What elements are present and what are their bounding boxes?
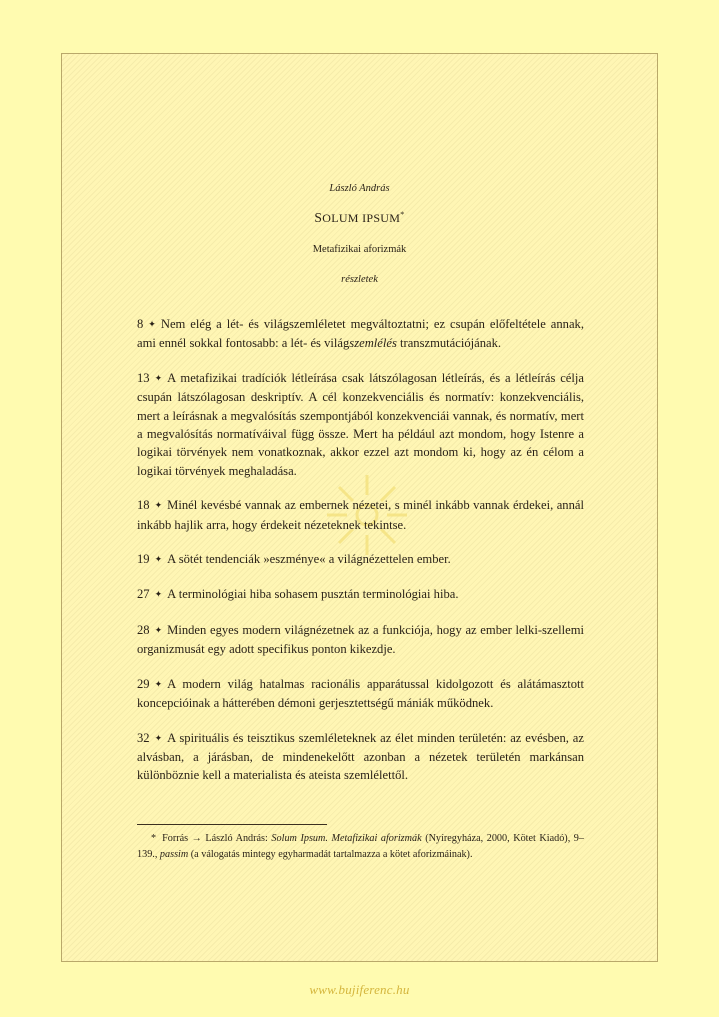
aphorism-29 bbox=[137, 675, 584, 713]
separator-icon: ✦ bbox=[154, 589, 163, 600]
footnote-publication: (Nyíregyháza, 2000, Kötet Kiadó), 9–139., bbox=[137, 833, 584, 860]
aphorism-text: Nem elég a lét- és világszemléletet megváltoztatni; ez csupán előfeltétele annak, ami ennél sokkal fontosabb: a lét- és világ bbox=[137, 317, 584, 351]
aphorism-text: A sötét tendenciák »eszménye« a világnézettelen ember. bbox=[167, 552, 451, 567]
aphorism-13 bbox=[137, 369, 584, 480]
aphorism-text: Minden egyes modern világnézetnek az a funkciója, hogy az ember lelki-szellemi organizmusát egy adott specifikus ponton kikezdje. bbox=[137, 622, 584, 657]
title-initial: S bbox=[314, 210, 323, 225]
footnote-reference: * bbox=[400, 210, 405, 219]
aphorism-text-end: transzmutációjának. bbox=[396, 336, 502, 351]
aphorism-text: A metafizikai tradíciók létleírása csak látszólagosan létleírás, és a létleírás célja csupán látszólagosan deskriptív. A cél konzekvenciális és normatív: konzekvenciális, mert a leírásnak a megvalósítás szempontjából konzekvenciái vannak, és normatív, mert a megvalósítás normatíváival függ össze. Mert ha például azt mondom, hogy Istenre a logikai törvények nem vonatkoznak, akkor ezzel azt mondom ki, hogy az én célom a logikai törvények meghaladása. bbox=[137, 370, 584, 478]
aphorism-emphasis: szemlélés bbox=[349, 336, 397, 351]
author-name: László András bbox=[329, 183, 390, 194]
footnote bbox=[137, 831, 584, 862]
footnote-suffix: (a válogatás mintegy egyharmadát tartalmazza a kötet aforizmáinak). bbox=[188, 848, 473, 860]
separator-icon: ✦ bbox=[154, 500, 163, 511]
aphorism-number: 28 bbox=[137, 622, 150, 637]
separator-icon: ✦ bbox=[148, 319, 156, 329]
aphorism-8 bbox=[137, 315, 584, 353]
aphorism-18 bbox=[137, 496, 584, 534]
aphorism-text: A terminológiai hiba sohasem pusztán terminológiai hiba. bbox=[167, 587, 459, 602]
aphorism-text: A modern világ hatalmas racionális apparátussal kidolgozott és alátámasztott koncepcióinak a hátterében démoni gerjesztettségű mániák működnek. bbox=[137, 676, 584, 711]
separator-icon: ✦ bbox=[154, 372, 163, 383]
aphorism-number: 19 bbox=[137, 552, 150, 567]
page-title bbox=[0, 210, 719, 226]
subtitle: Metafizikai aforizmák bbox=[312, 244, 407, 255]
aphorism-number: 18 bbox=[137, 498, 150, 513]
separator-icon: ✦ bbox=[154, 678, 163, 689]
footnote-prefix: Forrás → László András: bbox=[162, 833, 272, 844]
aphorism-text: Minél kevésbé vannak az embernek nézetei, s minél inkább vannak érdekei, annál inkább hajlik arra, hogy érdekeit nézeteknek tekintse. bbox=[137, 498, 584, 532]
footnote-mark: * bbox=[151, 833, 157, 844]
aphorism-32 bbox=[137, 729, 584, 785]
separator-icon: ✦ bbox=[154, 624, 163, 635]
separator-icon: ✦ bbox=[154, 554, 163, 565]
aphorism-28 bbox=[137, 621, 584, 659]
aphorism-number: 32 bbox=[137, 730, 150, 745]
footnote-passim: passim bbox=[159, 848, 189, 860]
footnote-divider bbox=[137, 824, 327, 825]
aphorism-text: A spirituális és teisztikus szemléleteknek az élet minden területén: az evésben, az alvásban, a járásban, de mindenekelőtt azonban a nézetek területén markánsan különböznie kell a materialista és ateista szemlélettől. bbox=[137, 730, 584, 783]
footer-link[interactable]: www.bujiferenc.hu bbox=[309, 982, 410, 997]
aphorism-number: 8 bbox=[137, 317, 144, 331]
separator-icon: ✦ bbox=[154, 732, 163, 743]
excerpts-label: részletek bbox=[341, 274, 378, 285]
title-rest: OLUM IPSUM bbox=[322, 211, 401, 225]
aphorism-number: 13 bbox=[137, 370, 150, 385]
aphorism-list bbox=[137, 315, 584, 801]
aphorism-19 bbox=[137, 550, 584, 569]
footnote-work-title: Solum Ipsum. Metafizikai aforizmák bbox=[271, 833, 422, 844]
aphorism-number: 27 bbox=[137, 587, 150, 602]
aphorism-27 bbox=[137, 585, 584, 604]
aphorism-number: 29 bbox=[137, 676, 150, 691]
